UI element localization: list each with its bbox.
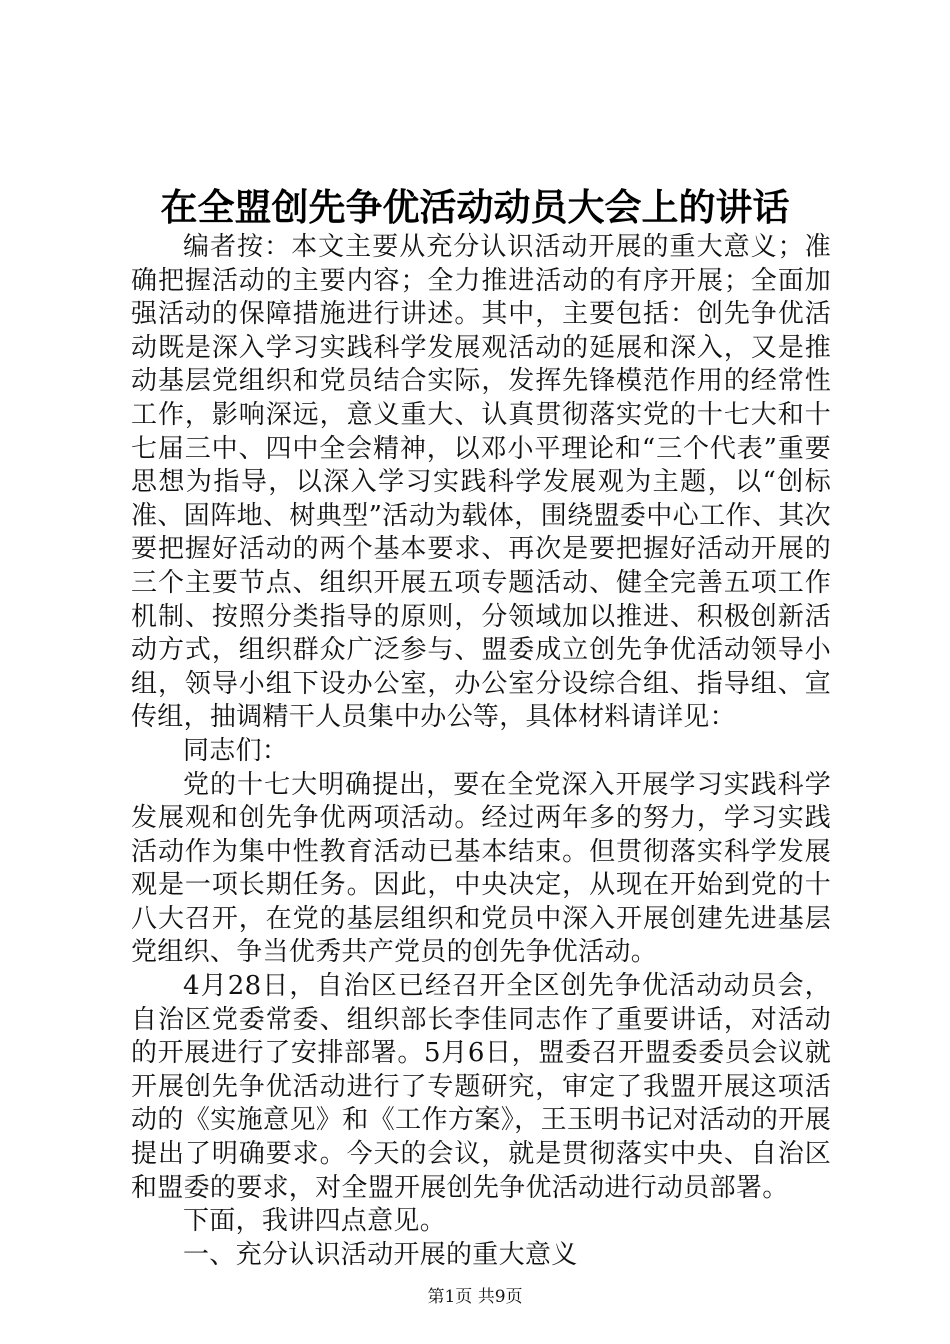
body-paragraph: 下面，我讲四点意见。 bbox=[183, 1206, 447, 1237]
page-footer: 第1页 共9页 bbox=[427, 1287, 523, 1307]
document-body bbox=[131, 231, 831, 1272]
body-paragraph: 党的十七大明确提出，要在全党深入开展学习实践科学发展观和创先争优两项活动。经过两年多的努力，学习实践活动作为集中性教育活动已基本结束。但贯彻落实科学发展观是一项长期任务。因此，中央决定，从现在开始到党的十八大召开，在党的基层组织和党员中深入开展创建先进基层党组织、争当优秀共产党员的创先争优活动。 bbox=[131, 769, 831, 968]
body-paragraph: 4月28日，自治区已经召开全区创先争优活动动员会，自治区党委常委、组织部长李佳同志作了重要讲话，对活动的开展进行了安排部署。5月6日，盟委召开盟委委员会议就开展创先争优活动进行了专题研究，审定了我盟开展这项活动的《实施意见》和《工作方案》，王玉明书记对活动的开展提出了明确要求。今天的会议，就是贯彻落实中央、自治区和盟委的要求，对全盟开展创先争优活动进行动员部署。 bbox=[131, 971, 831, 1203]
section-heading: 一、充分认识活动开展的重大意义 bbox=[183, 1239, 578, 1270]
editor-note-paragraph: 编者按：本文主要从充分认识活动开展的重大意义；准确把握活动的主要内容；全力推进活动的有序开展；全面加强活动的保障措施进行讲述。其中，主要包括：创先争优活动既是深入学习实践科学发展观活动的延展和深入，又是推动基层党组织和党员结合实际，发挥先锋模范作用的经常性工作，影响深远，意义重大、认真贯彻落实党的十七大和十七届三中、四中全会精神，以邓小平理论和“三个代表”重要思想为指导，以深入学习实践科学发展观为主题，以“创标准、固阵地、树典型”活动为载体，围绕盟委中心工作、其次要把握好活动的两个基本要求、再次是要把握好活动开展的三个主要节点、组织开展五项专题活动、健全完善五项工作机制、按照分类指导的原则，分领域加以推进、积极创新活动方式，组织群众广泛参与、盟委成立创先争优活动领导小组，领导小组下设办公室，办公室分设综合组、指导组、宣传组，抽调精干人员集中办公等，具体材料请详见： bbox=[131, 232, 831, 733]
salutation-paragraph: 同志们： bbox=[183, 735, 289, 766]
document-title: 在全盟创先争优活动动员大会上的讲话 bbox=[160, 185, 790, 229]
